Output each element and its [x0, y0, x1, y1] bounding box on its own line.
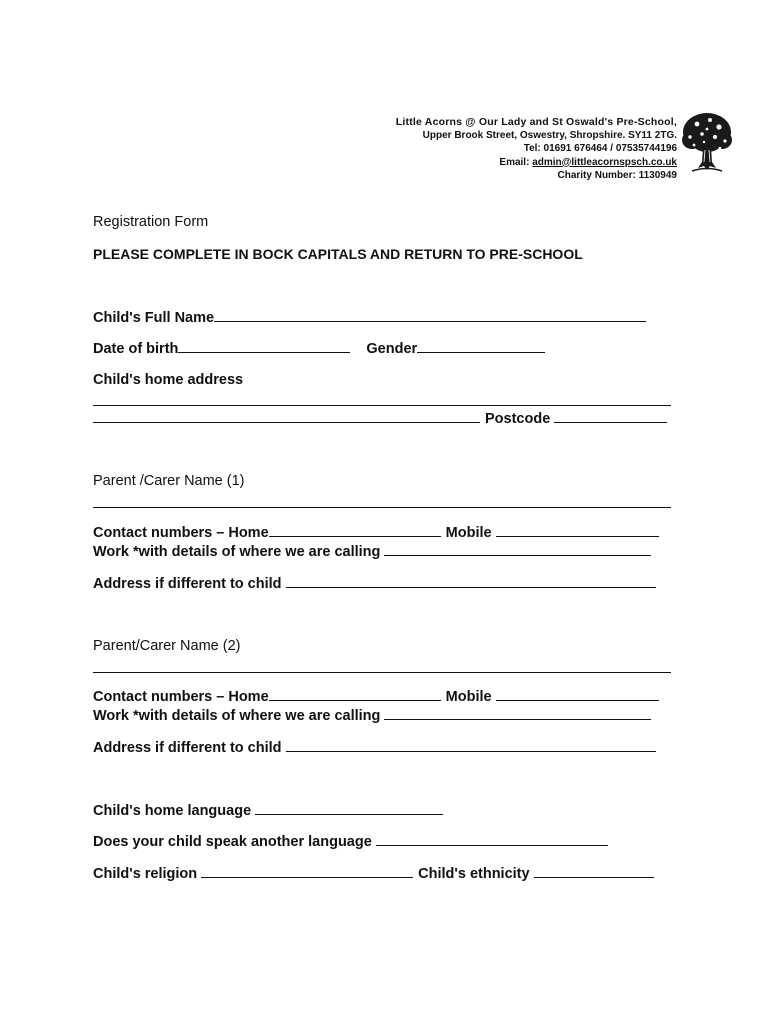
parent1-work-row [93, 543, 651, 560]
parent1-name-field[interactable] [93, 507, 671, 508]
preschool-header [300, 116, 677, 182]
parent1-label: Parent /Carer Name (1) [93, 473, 245, 489]
parent2-work-row [93, 707, 651, 724]
religion-label: Child's religion [93, 866, 198, 882]
date-of-birth-label: Date of birth [93, 341, 179, 357]
religion-ethnicity-row [93, 865, 654, 882]
child-full-name-field[interactable] [214, 309, 646, 322]
email-label: Email: [499, 156, 533, 168]
preschool-telephone: Tel: 01691 676464 / 07535744196 [523, 143, 677, 155]
date-of-birth-field[interactable] [178, 340, 350, 353]
dob-gender-row [93, 340, 545, 357]
gender-label: Gender [366, 341, 418, 357]
email-link[interactable]: admin@littleacornspsch.co.uk [532, 156, 677, 168]
home-address-line-1[interactable] [93, 405, 671, 406]
parent2-home-field[interactable] [269, 688, 441, 701]
preschool-address: Upper Brook Street, Oswestry, Shropshire. SY11 2TG. [422, 130, 677, 142]
gender-field[interactable] [417, 340, 545, 353]
preschool-name: Little Acorns @ Our Lady and St Oswald's Pre-School, [395, 116, 677, 128]
parent2-contact-row [93, 688, 659, 705]
form-title: Registration Form [93, 214, 209, 230]
parent2-address-label: Address if different to child [93, 740, 282, 756]
parent2-work-label: Work *with details of where we are calling [93, 708, 381, 724]
ethnicity-label: Child's ethnicity [418, 866, 530, 882]
parent1-address-row [93, 575, 656, 592]
form-instruction: PLEASE COMPLETE IN BOCK CAPITALS AND RETURN TO PRE-SCHOOL [93, 246, 583, 262]
parent2-label: Parent/Carer Name (2) [93, 638, 241, 654]
home-address-label: Child's home address [93, 372, 244, 388]
ethnicity-field[interactable] [534, 865, 654, 878]
parent1-work-field[interactable] [384, 543, 651, 556]
parent1-address-field[interactable] [286, 575, 656, 588]
home-language-label: Child's home language [93, 803, 252, 819]
parent1-home-field[interactable] [269, 524, 441, 537]
home-language-row [93, 802, 443, 819]
preschool-email-line [300, 156, 677, 169]
home-address-line-2[interactable] [93, 410, 480, 423]
religion-field[interactable] [201, 865, 413, 878]
parent2-mobile-field[interactable] [496, 688, 659, 701]
postcode-label: Postcode [485, 411, 551, 427]
charity-number: Charity Number: 1130949 [557, 169, 677, 181]
parent1-home-label: Contact numbers – Home [93, 525, 269, 541]
other-language-field[interactable] [376, 833, 608, 846]
home-language-field[interactable] [255, 802, 443, 815]
parent1-mobile-label: Mobile [445, 525, 492, 541]
other-language-row [93, 833, 608, 850]
parent2-name-field[interactable] [93, 672, 671, 673]
parent1-work-label: Work *with details of where we are calling [93, 544, 381, 560]
parent2-address-row [93, 739, 656, 756]
parent2-address-field[interactable] [286, 739, 656, 752]
parent1-address-label: Address if different to child [93, 576, 282, 592]
oak-tree-icon [680, 110, 734, 176]
other-language-label: Does your child speak another language [93, 834, 372, 850]
parent2-mobile-label: Mobile [445, 689, 492, 705]
child-full-name-label: Child's Full Name [93, 310, 215, 326]
parent1-mobile-field[interactable] [496, 524, 659, 537]
parent1-contact-row [93, 524, 659, 541]
postcode-field[interactable] [554, 410, 667, 423]
parent2-work-field[interactable] [384, 707, 651, 720]
home-address-postcode-row [93, 410, 667, 427]
child-full-name-row [93, 309, 646, 326]
parent2-home-label: Contact numbers – Home [93, 689, 269, 705]
